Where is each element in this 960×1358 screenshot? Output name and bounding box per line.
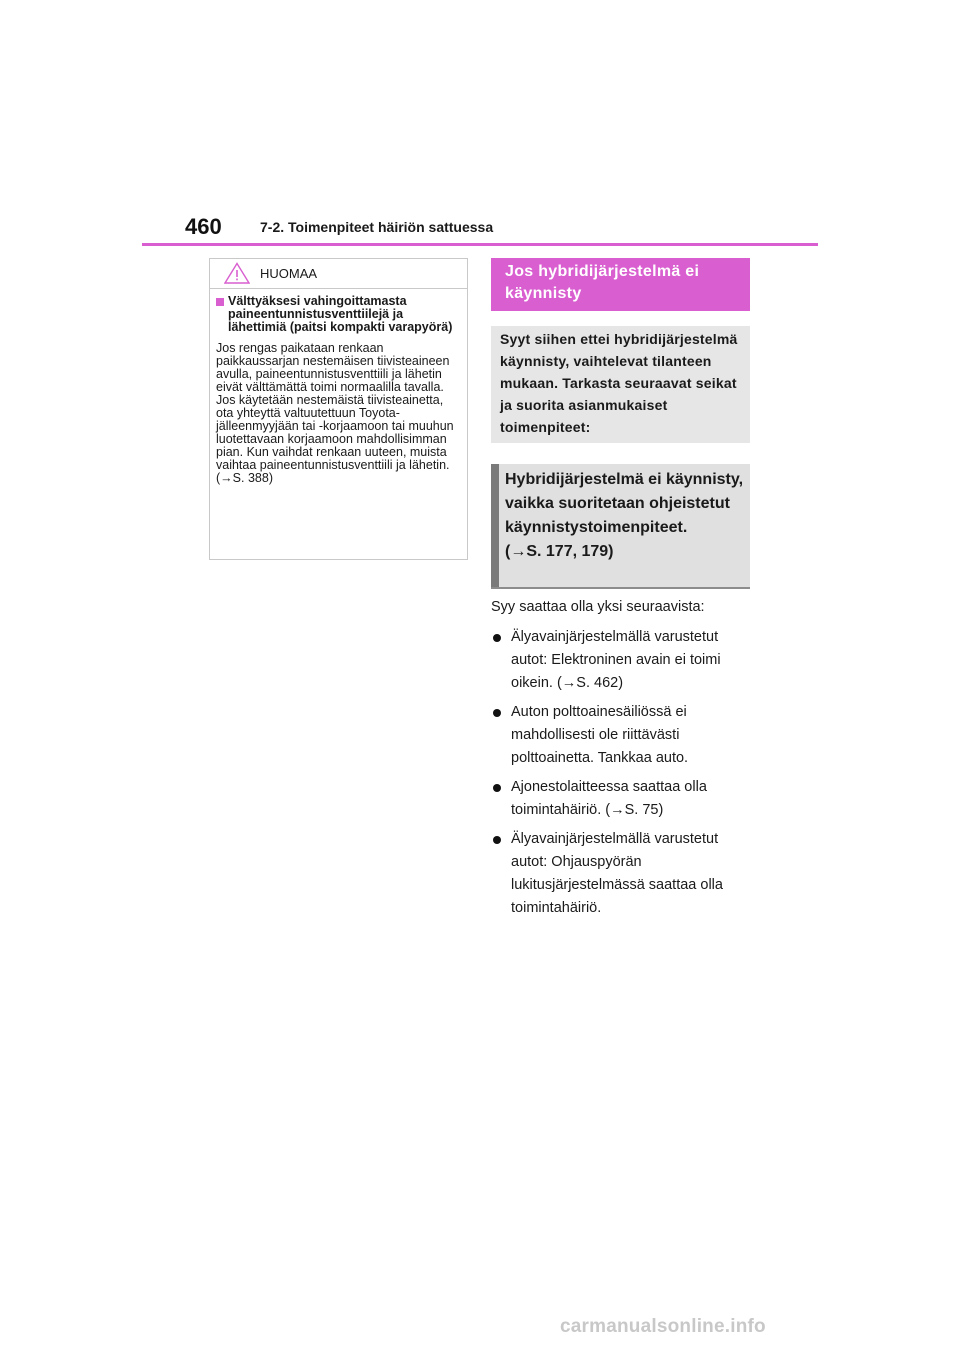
caution-subheading — [216, 295, 460, 334]
body-text — [491, 596, 753, 926]
caution-box — [209, 258, 468, 560]
bullet-dot-icon — [493, 784, 501, 792]
warning-triangle-icon — [224, 262, 250, 284]
bullet-dot-icon — [493, 836, 501, 844]
page-number: 460 — [185, 214, 222, 239]
list-item: Auton polttoainesäiliössä ei mahdollisesti ole riittävästi polttoainetta. Tankkaa auto. — [491, 701, 753, 770]
intro-box: Syyt siihen ettei hybridijärjestelmä käynnisty, vaihtelevat tilanteen mukaan. Tarkasta seuraavat seikat ja suorita asianmukaiset toimenpiteet: — [491, 326, 750, 443]
subheading-text: Hybridijärjestelmä ei käynnisty, vaikka suoritetaan ohjeistetut käynnistystoimenpiteet. — [505, 471, 744, 536]
section-title: 7-2. Toimenpiteet häiriön sattuessa — [260, 219, 494, 235]
caution-text: Jos rengas paikataan renkaan paikkaussarjan nestemäisen tiivisteaineen avulla, paineentunnistusventtiili ja lähetin eivät välttämättä toimi normaalilla tavalla. Jos käytetään nestemäistä tiivisteainetta, ota yhteyttä valtuutettuun Toyota-jälleenmyyjään tai -korjaamoon tai muuhun luotettavaan korjaamoon mahdollisimman pian. Kun vaihdat renkaan uuteen, muista vaihtaa paineentunnistusventtiili ja lähetin. (→S. 388) — [216, 341, 454, 485]
caution-label: HUOMAA — [260, 266, 318, 281]
arrow-icon: → — [220, 471, 233, 485]
subheading-box: Hybridijärjestelmä ei käynnisty, vaikka suoritetaan ohjeistetut käynnistystoimenpiteet. (→S. 177, 179) — [491, 464, 750, 589]
list-item: Älyavainjärjestelmällä varustetut autot: Elektroninen avain ei toimi oikein. (→S. 462) — [491, 626, 753, 695]
caution-header — [210, 259, 467, 289]
page-ref[interactable]: S. 75 — [624, 802, 659, 818]
footer-watermark: carmanualsonline.info — [560, 1316, 766, 1337]
bullet-dot-icon — [493, 634, 501, 642]
caution-text-body: Jos rengas paikataan renkaan paikkaussarjan nestemäisen tiivisteaineen avulla, paineentunnistusventtiili ja lähetin eivät välttämättä toimi normaalilla tavalla. Jos käytetään nestemäistä tiivisteainetta, ota yhteyttä valtuutettuun Toyota-jälleenmyyjään tai -korjaamoon tai muuhun luotettavaan korjaamoon mahdollisimman pian. Kun vaihdat renkaan uuteen, muista vaihtaa paineentunnistusventtiili ja lähetin. ( — [216, 341, 454, 485]
arrow-icon: → — [510, 543, 527, 560]
arrow-icon: → — [610, 802, 625, 818]
page-ref[interactable]: S. 388 — [232, 471, 269, 485]
header-rule — [142, 243, 818, 246]
section-heading: Jos hybridijärjestelmä ei käynnisty — [491, 258, 750, 311]
square-bullet-icon — [216, 298, 224, 306]
subheading-bar — [491, 464, 499, 587]
list-item: Ajonestolaitteessa saattaa olla toimintahäiriö. (→S. 75) — [491, 776, 753, 822]
page-ref[interactable]: S. 462 — [576, 675, 619, 691]
list-item: Älyavainjärjestelmällä varustetut autot: Ohjauspyörän lukitusjärjestelmässä saattaa olla toimintahäiriö. — [491, 828, 753, 920]
arrow-icon: → — [561, 675, 577, 691]
page-ref[interactable]: S. 177, 179 — [526, 543, 609, 560]
lead-text: Syy saattaa olla yksi seuraavista: — [491, 599, 705, 615]
caution-subheading-text: Välttyäksesi vahingoittamasta paineentunnistusventtiilejä ja lähettimiä (paitsi kompakti varapyörä) — [228, 294, 453, 334]
bullet-dot-icon — [493, 709, 501, 717]
